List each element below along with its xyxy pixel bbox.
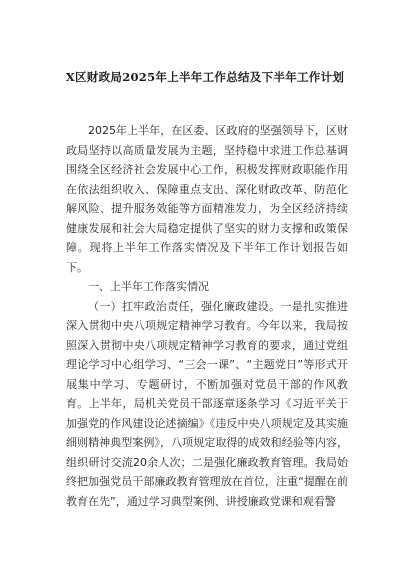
section-paragraph: （一）扛牢政治责任，强化廉政建设。一是扎实推进深入贯彻中央八项规定精神学习教育。今年以来，我局按照深入贯彻中央八项规定精神学习教育的要求，通过党组理论学习中心组学习、“三会一课”、“主题党日”等形式开展集中学习、专题研讨，不断加强对党员干部的作风教育。上半年，局机关党员干部逐章逐条学习《习近平关于加强党的作风建设论述摘编》《违反中央八项规定及其实施细则精神典型案例》，八项规定取得的成效和经验等内容，组织研讨交流20余人次；二是强化廉政教育管理。我局始终把加强党员干部廉政教育管理放在首位，注重“提醒在前教育在先”，通过学习典型案例、讲授廉政党课和观看警 xyxy=(66,299,348,508)
intro-paragraph: 2025年上半年，在区委、区政府的坚强领导下，区财政局坚持以高质量发展为主题，坚持稳中求进工作总基调围绕全区经济社会发展中心工作，积极发挥财政职能作用在依法组织收入、保障重点支出、深化财政改革、防范化解风险、提升服务效能等方面精准发力，为全区经济持续健康发展和社会大局稳定提供了坚实的财力支撑和政策保障。现将上半年工作落实情况及下半年工作计划报告如下。 xyxy=(66,124,348,274)
section-heading: 一、上半年工作落实情况 xyxy=(88,280,209,293)
document-body xyxy=(66,121,348,511)
document-title: X区财政局2025年上半年工作总结及下半年工作计划 xyxy=(65,70,345,84)
